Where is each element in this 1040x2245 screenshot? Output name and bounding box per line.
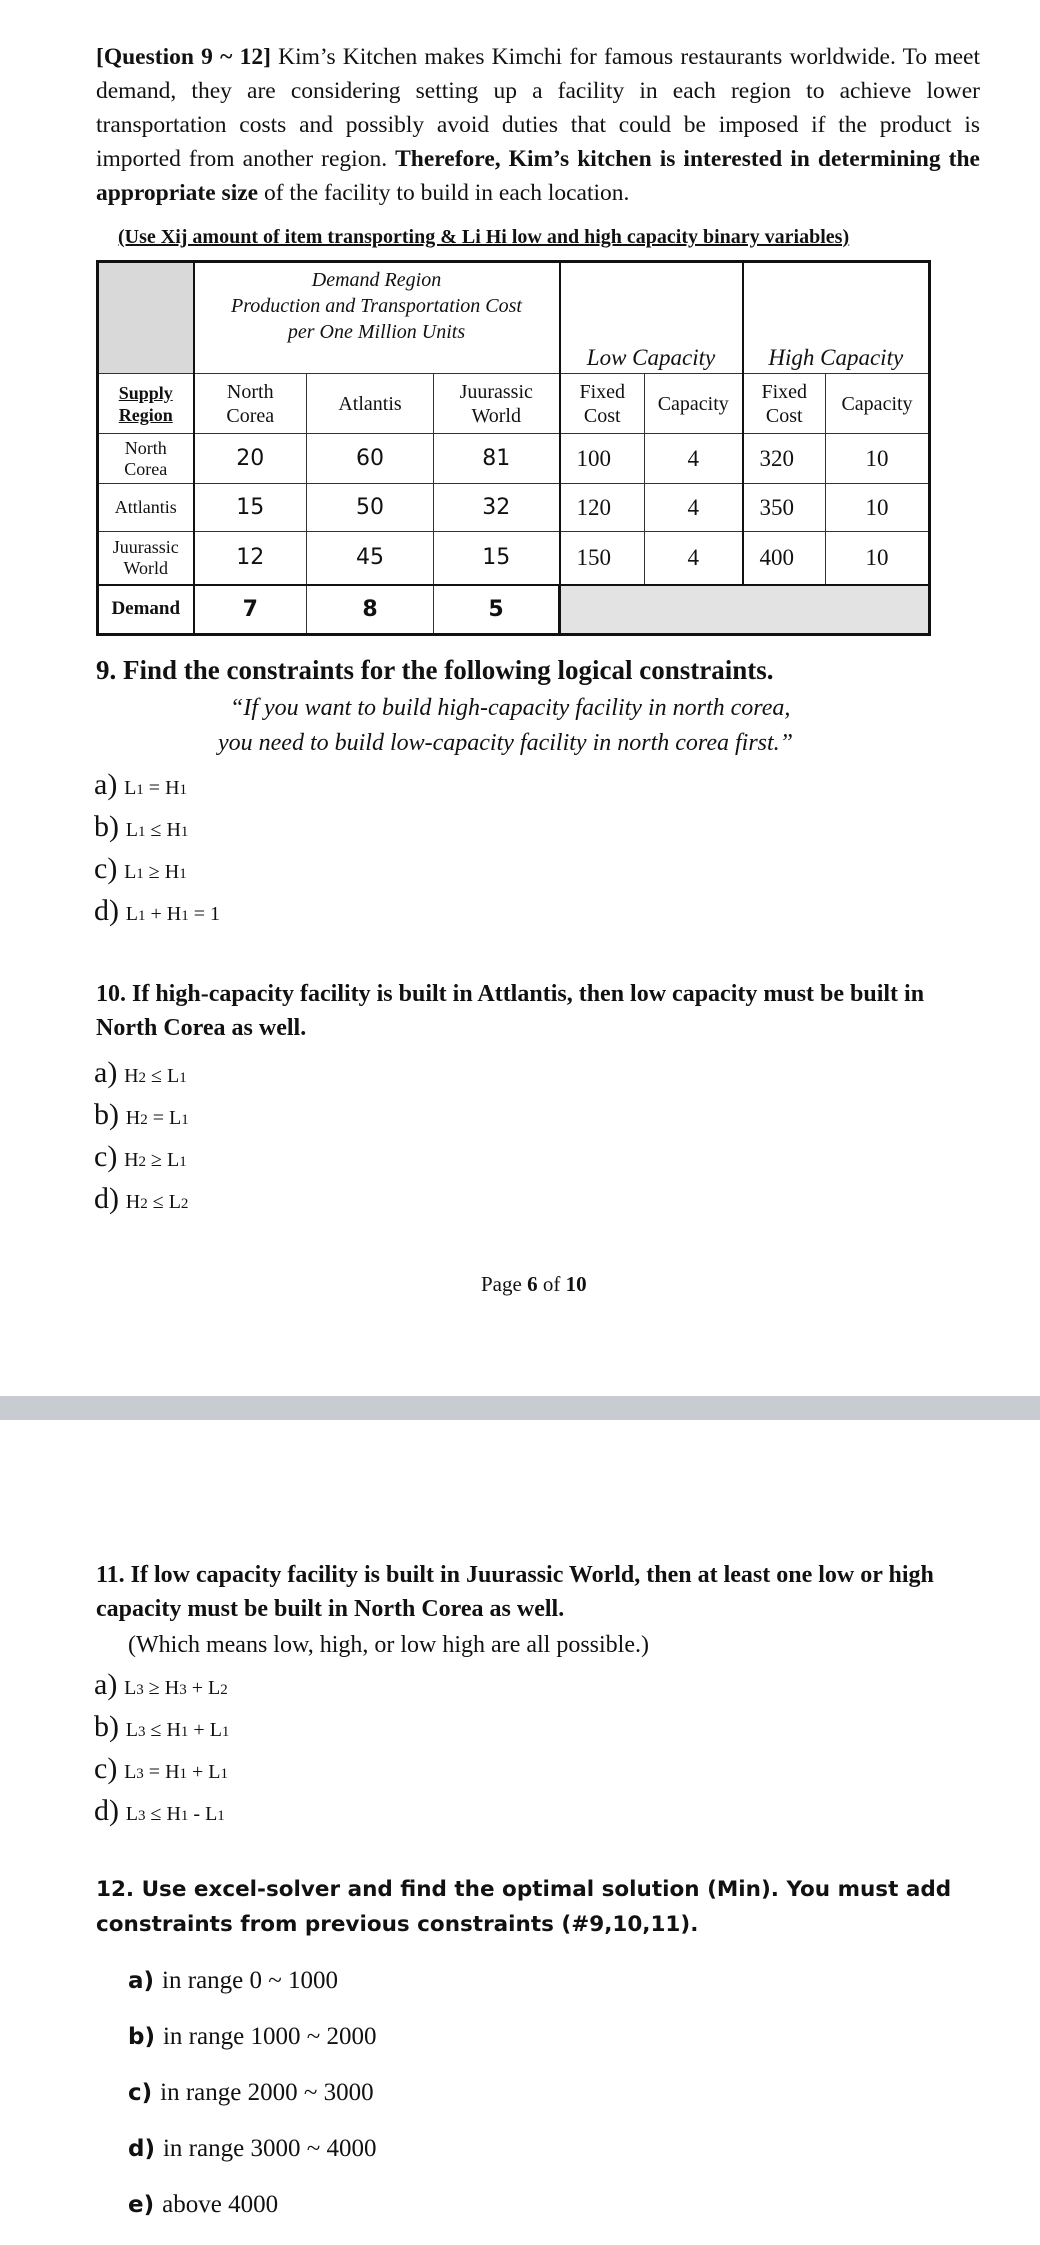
cost-table — [96, 260, 931, 636]
col-low-fixed-cost: Fixed Cost — [560, 374, 645, 434]
cost-cell: 15 — [434, 532, 560, 585]
q10-option-d[interactable]: d) H2 ≤ L2 — [94, 1182, 189, 1215]
page-7 — [0, 1420, 1040, 2245]
row-header: Attlantis — [98, 484, 194, 532]
cost-cell: 32 — [434, 484, 560, 532]
col-high-fixed-cost: Fixed Cost — [743, 374, 826, 434]
q9-title: 9. Find the constraints for the following logical constraints. — [96, 655, 774, 685]
low-fixed-cost-cell: 120 — [560, 484, 645, 532]
q9-quote-line2: you need to build low-capacity facility in north corea first.” — [218, 730, 794, 756]
corner-cell — [98, 262, 194, 374]
table-row — [98, 434, 930, 484]
q12-option-c[interactable]: c) in range 2000 ~ 3000 — [128, 2079, 374, 2106]
demand-row — [98, 585, 930, 635]
high-capacity-cell: 10 — [826, 532, 930, 585]
q9-quote-line1: “If you want to build high-capacity facility in north corea, — [230, 695, 791, 721]
row-header: Juurassic World — [98, 532, 194, 585]
high-fixed-cost-cell: 400 — [743, 532, 826, 585]
row-header: North Corea — [98, 434, 194, 484]
q11-option-d[interactable]: d) L3 ≤ H1 - L1 — [94, 1794, 225, 1827]
q9-option-c[interactable]: c) L1 ≥ H1 — [94, 852, 187, 885]
low-capacity-cell: 4 — [645, 532, 743, 585]
q12-option-b[interactable]: b) in range 1000 ~ 2000 — [128, 2023, 377, 2050]
col-high-capacity: Capacity — [826, 374, 930, 434]
cost-cell: 81 — [434, 434, 560, 484]
cost-cell: 15 — [194, 484, 307, 532]
cost-cell: 12 — [194, 532, 307, 585]
demand-region-header: Demand Region Production and Transportation Cost per One Million Units — [194, 262, 560, 374]
cost-cell: 50 — [307, 484, 434, 532]
demand-cell: 5 — [434, 585, 560, 635]
high-capacity-cell: 10 — [826, 434, 930, 484]
q12-option-a[interactable]: a) in range 0 ~ 1000 — [128, 1967, 339, 1994]
page-separator — [0, 1396, 1040, 1420]
page-number: Page 6 of 10 — [481, 1272, 587, 1296]
intro-paragraph: [Question 9 ~ 12] Kim’s Kitchen makes Kimchi for famous restaurants worldwide. To meet demand, they are considering setting up a facility in each region to achieve lower transportation costs and possibly avoid duties that could be imposed if the product is imported from another region. Therefore, Kim’s kitchen is interested in determining the appropriate size of the facility to build in each location. — [96, 44, 980, 206]
q10-option-c[interactable]: c) H2 ≥ L1 — [94, 1140, 187, 1173]
q10-title: 10. If high-capacity facility is built in Attlantis, then low capacity must be built in North Corea as well. — [96, 981, 925, 1041]
low-fixed-cost-cell: 150 — [560, 532, 645, 585]
q12-option-e[interactable]: e) above 4000 — [128, 2191, 279, 2218]
high-capacity-cell: 10 — [826, 484, 930, 532]
empty-shaded-cell — [560, 585, 930, 635]
q10-option-a[interactable]: a) H2 ≤ L1 — [94, 1056, 187, 1089]
high-fixed-cost-cell: 350 — [743, 484, 826, 532]
q11-option-b[interactable]: b) L3 ≤ H1 + L1 — [94, 1710, 230, 1743]
cost-cell: 45 — [307, 532, 434, 585]
demand-cell: 7 — [194, 585, 307, 635]
q12-title: 12. Use excel-solver and find the optimal solution (Min). You must add constraints from previous constraints (#9,10,11). — [96, 1877, 952, 1937]
q11-title: 11. If low capacity facility is built in Juurassic World, then at least one low or high capacity must be built in North Corea as well. — [96, 1562, 934, 1622]
demand-cell: 8 — [307, 585, 434, 635]
col-juurassic-world: Juurassic World — [434, 374, 560, 434]
q9-option-d[interactable]: d) L1 + H1 = 1 — [94, 894, 220, 927]
high-capacity-header: High Capacity — [743, 262, 930, 374]
cost-cell: 20 — [194, 434, 307, 484]
cost-cell: 60 — [307, 434, 434, 484]
question-range-label: [Question 9 ~ 12] — [96, 44, 271, 70]
col-atlantis: Atlantis — [307, 374, 434, 434]
q9-option-b[interactable]: b) L1 ≤ H1 — [94, 810, 189, 843]
variables-hint: (Use Xij amount of item transporting & Li Hi low and high capacity binary variables) — [118, 226, 850, 248]
col-north-corea: North Corea — [194, 374, 307, 434]
low-capacity-header: Low Capacity — [560, 262, 743, 374]
q11-option-c[interactable]: c) L3 = H1 + L1 — [94, 1752, 229, 1785]
q10-option-b[interactable]: b) H2 = L1 — [94, 1098, 189, 1131]
demand-label: Demand — [98, 585, 194, 635]
high-fixed-cost-cell: 320 — [743, 434, 826, 484]
q12-option-d[interactable]: d) in range 3000 ~ 4000 — [128, 2135, 377, 2162]
col-low-capacity: Capacity — [645, 374, 743, 434]
low-fixed-cost-cell: 100 — [560, 434, 645, 484]
table-row — [98, 484, 930, 532]
q11-note: (Which means low, high, or low high are all possible.) — [128, 1632, 649, 1658]
supply-region-header: Supply Region — [98, 374, 194, 434]
low-capacity-cell: 4 — [645, 434, 743, 484]
low-capacity-cell: 4 — [645, 484, 743, 532]
q9-option-a[interactable]: a) L1 = H1 — [94, 768, 188, 801]
table-row — [98, 532, 930, 585]
q11-option-a[interactable]: a) L3 ≥ H3 + L2 — [94, 1668, 228, 1701]
